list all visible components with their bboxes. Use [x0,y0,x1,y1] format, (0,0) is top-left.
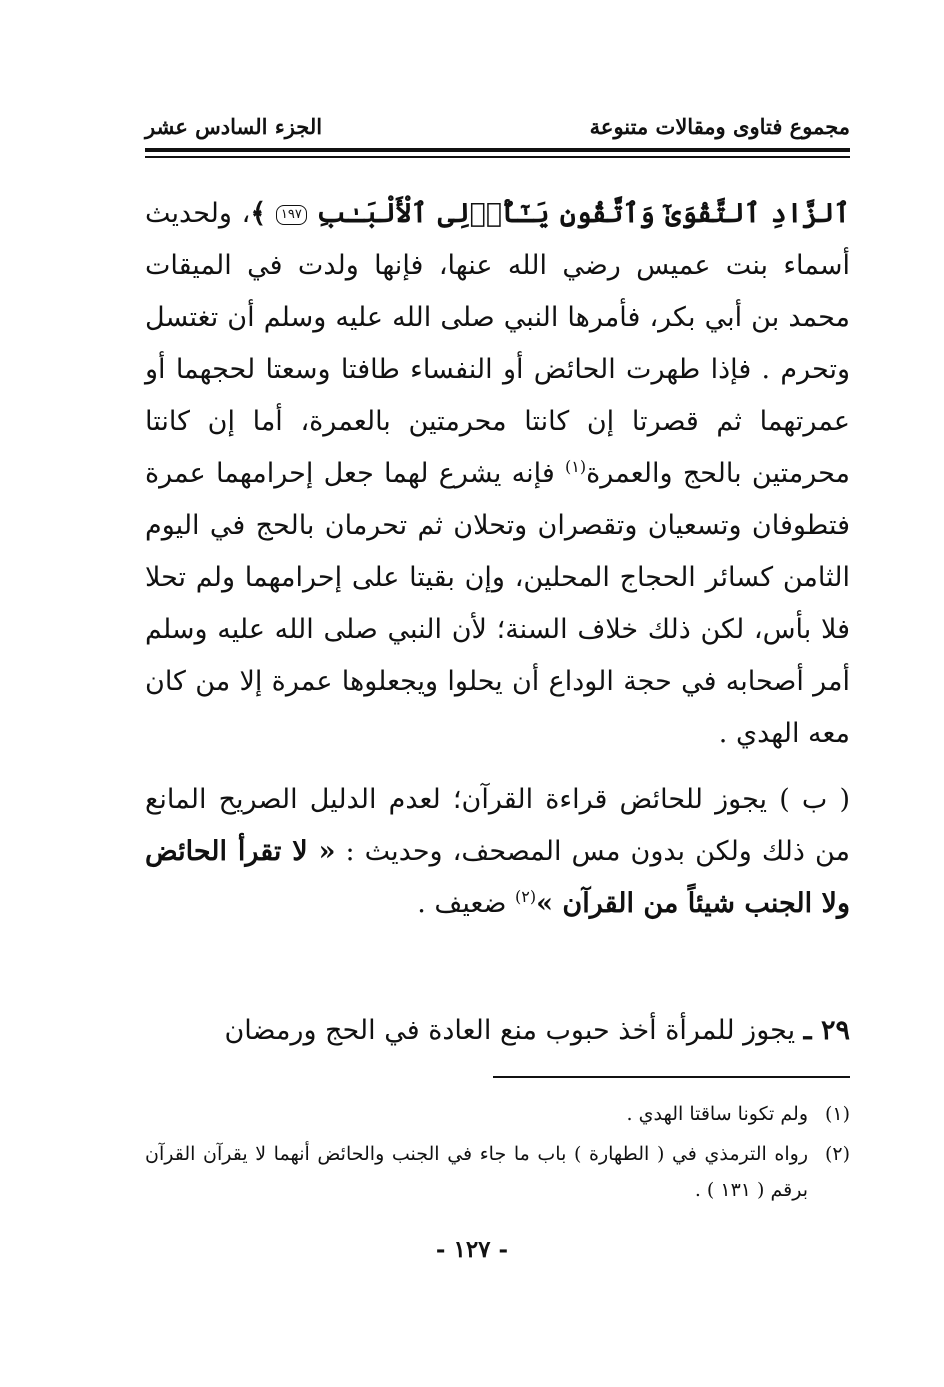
ayah-close-bracket: ﴾ [250,198,267,229]
book-title: مجموع فتاوى ومقالات متنوعة [589,114,850,139]
item-number: ٢٩ ـ [803,1015,850,1046]
paragraph-a-text-1: ، ولحديث أسماء بنت عميس رضي الله عنها، فإنها ولدت في الميقات محمد بن أبي بكر، فأمرها النبي صلى الله عليه وسلم أن تغتسل وتحرم . فإذا طهرت الحائض أو النفساء طافتا وسعتا لحجهما أو عمرتهما ثم قصرتا إن كانتا محرمتين بالعمرة، أما إن كانتا محرمتين بالحج والعمرة [145,198,850,489]
quran-fragment: ٱلزَّادِ ٱلتَّقْوَىٰٓ وَٱتَّقُونِ يَـٰٓأُو۟لِى ٱلْأَلْبَـٰبِ [316,198,850,229]
item-29-text: يجوز للمرأة أخذ حبوب منع العادة في الحج ورمضان [224,1015,804,1046]
main-text [145,188,850,930]
paragraph-b-text-1: ( ب ) يجوز للحائض قراءة القرآن؛ لعدم الدليل الصريح المانع من ذلك ولكن بدون مس المصحف، وحديث : [145,784,850,867]
footnotes [145,1096,850,1212]
footnote-number: (١) [824,1103,850,1125]
footnote-text: ولم تكونا ساقتا الهدي . [626,1103,808,1125]
paragraph-a-text-2: فإنه يشرع لهما جعل إحرامهما عمرة فتطوفان وتسعيان وتقصران وتحلان ثم تحرمان بالحج في اليوم الثامن كسائر الحجاج المحلين، وإن بقيتا على إحرامهما ولم تحلا فلا بأس، لكن ذلك خلاف السنة؛ لأن النبي صلى الله عليه وسلم أمر أصحابه في حجة الوداع أن يحلوا ويجعلوها عمرة إلا من كان معه الهدي . [145,458,850,749]
header-rule-thick [145,148,850,152]
footnote [145,1136,850,1208]
paragraph-b [145,774,850,930]
footnote-separator [493,1076,850,1078]
hadith-quote: « لا تقرأ الحائض ولا الجنب شيئاً من القرآن » [145,836,850,919]
paragraph-a [145,188,850,760]
header-rule-thin [145,156,850,158]
footnote-text: رواه الترمذي في ( الطهارة ) باب ما جاء في الجنب والحائض أنهما لا يقرآن القرآن برقم ( ١٣١ ) . [145,1143,808,1201]
volume-label: الجزء السادس عشر [145,114,323,139]
item-29 [145,1005,850,1057]
ayah-number-marker: ١٩٧ [276,205,307,225]
footnote-ref-1: (١) [565,457,587,476]
footnote-ref-2: (٢) [515,887,537,906]
footnote [145,1096,850,1132]
paragraph-b-text-2: ضعيف . [417,888,515,919]
footnote-number: (٢) [824,1143,850,1165]
running-header [145,100,850,140]
page-number: - ١٢٧ - [435,1236,509,1263]
